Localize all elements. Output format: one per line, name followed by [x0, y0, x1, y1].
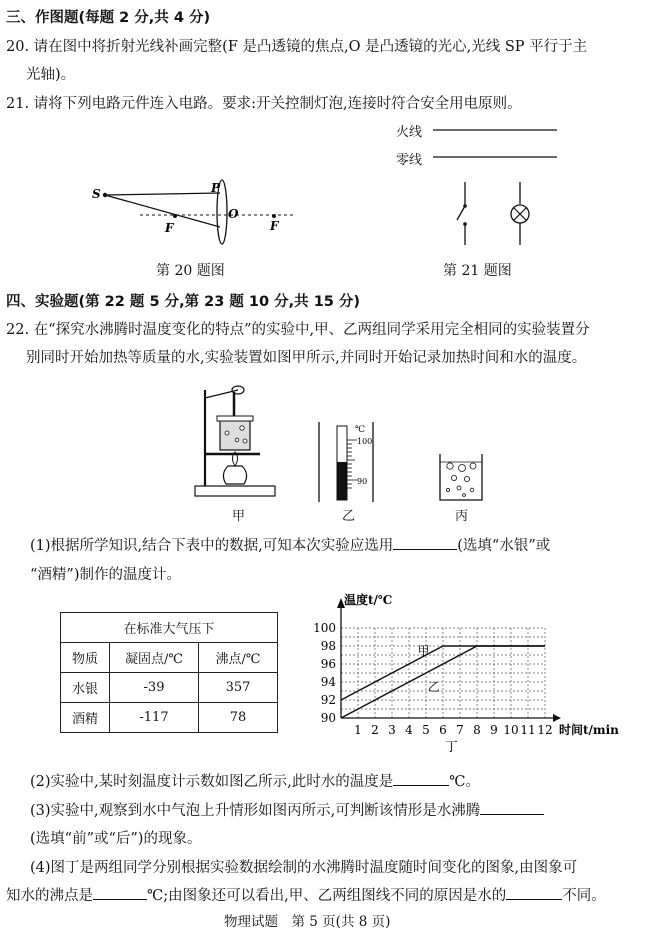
point-s: [103, 193, 107, 197]
table-header: 凝固点/℃: [110, 643, 199, 673]
q22-text-line2: 别同时开始加热等质量的水,实验装置如图甲所示,并同时开始记录加热时间和水的温度。: [26, 350, 587, 366]
x-tick-label: 2: [371, 723, 379, 737]
series-label-yi: 乙: [427, 680, 440, 694]
y-tick-label: 92: [320, 693, 336, 707]
q22-4-text-line2: [6, 884, 606, 905]
q22-2-answer-blank[interactable]: [393, 772, 449, 786]
q22-4-part-d: 不同。: [562, 888, 606, 904]
q22-1-answer-blank[interactable]: [393, 536, 457, 550]
x-tick-label: 7: [456, 723, 464, 737]
q22-3-part-a: (3)实验中,观察到水中气泡上升情形如图丙所示,可判断该情形是水沸腾: [30, 803, 481, 819]
x-tick-label: 1: [354, 723, 362, 737]
q22-4-part-c: ℃;由图象还可以看出,甲、乙两组图线不同的原因是水的: [147, 888, 507, 904]
table-row: [61, 673, 278, 703]
q22-1-part-a: (1)根据所学知识,结合下表中的数据,可知本次实验应选用: [30, 538, 394, 554]
x-tick-label: 10: [503, 723, 519, 737]
q20-text-line1: 20. 请在图中将折射光线补画完整(F 是凸透镜的焦点,O 是凸透镜的光心,光线 SP 平行于主: [6, 39, 588, 55]
y-axis-label: 温度t/℃: [344, 593, 393, 607]
label-jia: 甲: [232, 509, 246, 524]
x-tick-label: 5: [422, 723, 430, 737]
switch: [457, 182, 467, 245]
q22-2-part-b: ℃。: [449, 774, 480, 790]
apparatus-bing-beaker: [436, 450, 486, 506]
q22-4-part-b: 知水的沸点是: [6, 888, 93, 904]
section4-heading: 四、实验题(第 22 题 5 分,第 23 题 10 分,共 15 分): [6, 294, 361, 310]
x-tick-label: 6: [439, 723, 447, 737]
table-cell: 78: [199, 703, 278, 733]
table-title: 在标准大气压下: [61, 613, 278, 643]
x-tick-label: 9: [490, 723, 498, 737]
x-axis-arrow: [553, 714, 561, 722]
x-tick-label: 11: [520, 723, 536, 737]
label-ding: 丁: [444, 740, 458, 752]
fig20-caption: 第 20 题图: [156, 263, 225, 279]
label-s: S: [92, 187, 101, 201]
thermo-lower: 90: [357, 477, 368, 486]
live-wire-label: 火线: [396, 125, 423, 140]
q22-3-text-line2: (选填“前”或“后”)的现象。: [30, 831, 202, 847]
apparatus-jia: [190, 378, 290, 508]
series-label-jia: 甲: [417, 644, 430, 658]
label-f-left: F: [165, 221, 174, 235]
lamp: [511, 182, 529, 245]
y-tick-label: 96: [320, 657, 336, 671]
label-o: O: [228, 207, 239, 221]
q22-4-text-line1: (4)图丁是两组同学分别根据实验数据绘制的水沸腾时温度随时间变化的图象,由图象可: [30, 860, 578, 876]
q22-4-answer-blank-2[interactable]: [506, 886, 562, 900]
fig20-diagram: [80, 175, 310, 245]
q22-1-text: [30, 534, 550, 555]
q20-text-line2: 光轴)。: [26, 67, 76, 83]
section3-heading: 三、作图题(每题 2 分,共 4 分): [6, 10, 211, 26]
table-cell: 酒精: [61, 703, 110, 733]
table-cell: -117: [110, 703, 199, 733]
table-header: 沸点/℃: [199, 643, 278, 673]
x-axis-label: 时间t/min: [559, 723, 619, 737]
q22-text-line1: 22. 在“探究水沸腾时温度变化的特点”的实验中,甲、乙两组同学采用完全相同的实验装置分: [6, 322, 590, 338]
q22-3-answer-blank[interactable]: [480, 801, 544, 815]
label-f-right: F: [270, 219, 279, 233]
y-tick-label: 94: [320, 675, 336, 689]
data-table: [60, 612, 278, 733]
x-tick-label: 8: [473, 723, 481, 737]
apparatus-yi-thermometer: [315, 418, 385, 506]
y-tick-label: 100: [313, 621, 336, 635]
label-bing: 丙: [455, 509, 469, 524]
table-header-row: [61, 643, 278, 673]
ray-sp: [105, 195, 220, 227]
x-tick-label: 4: [405, 723, 413, 737]
table-cell: -39: [110, 673, 199, 703]
q22-1-text-line2: “酒精”)制作的温度计。: [30, 567, 181, 583]
table-row: [61, 703, 278, 733]
label-p: P: [211, 181, 221, 195]
x-tick-label: 3: [388, 723, 396, 737]
y-tick-label: 98: [320, 639, 336, 653]
label-yi: 乙: [342, 509, 356, 524]
q21-text: 21. 请将下列电路元件连入电路。要求:开关控制灯泡,连接时符合安全用电原则。: [6, 96, 522, 112]
fig21-diagram: [425, 120, 575, 260]
x-tick-label: 12: [537, 723, 553, 737]
thermo-unit: ℃: [355, 425, 366, 435]
ray-parallel: [105, 193, 220, 195]
fig21-caption: 第 21 题图: [443, 263, 512, 279]
q22-1-part-b: (选填“水银”或: [457, 538, 551, 554]
page-footer: 物理试题 第 5 页(共 8 页): [224, 914, 391, 930]
table-cell: 357: [199, 673, 278, 703]
q22-4-answer-blank-1[interactable]: [93, 886, 147, 900]
table-cell: 水银: [61, 673, 110, 703]
q22-2-text: [30, 770, 480, 791]
y-tick-label: 90: [320, 711, 336, 725]
focus-right: [272, 214, 276, 218]
focus-left: [173, 214, 177, 218]
thermo-upper: 100: [357, 437, 373, 446]
q22-3-text: [30, 799, 544, 820]
data-table-wrapper: [60, 612, 278, 733]
q22-2-part-a: (2)实验中,某时刻温度计示数如图乙所示,此时水的温度是: [30, 774, 394, 790]
chart-ding: [300, 592, 630, 752]
neutral-wire-label: 零线: [396, 153, 423, 168]
table-header: 物质: [61, 643, 110, 673]
